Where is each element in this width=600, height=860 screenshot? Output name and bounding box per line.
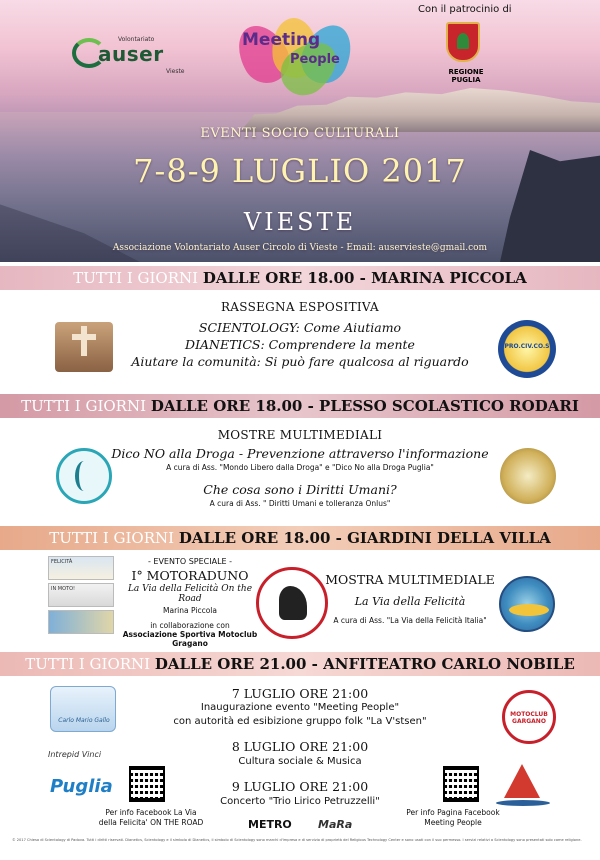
exhibit-credit: A cura di Ass. "Mondo Libero dalla Droga" e "Dico No alla Droga Puglia" xyxy=(166,463,434,472)
collaboration-label: in collaborazione con xyxy=(150,621,230,630)
section-title: RASSEGNA ESPOSITIVA xyxy=(220,300,380,314)
carlo-mario-gallo-logo xyxy=(50,686,116,732)
band-dark-text: DALLE ORE 21.00 - ANFITEATRO CARLO NOBILE xyxy=(154,655,575,673)
sail-icon xyxy=(504,764,540,798)
mostra-block xyxy=(322,572,498,625)
exhibit-line: DIANETICS: Comprendere la mente xyxy=(185,337,415,352)
tree-icon xyxy=(457,33,469,49)
drug-free-world-logo xyxy=(56,448,112,504)
exhibit-line: SCIENTOLOGY: Come Aiutiamo xyxy=(198,320,402,335)
hero-dates: 7-8-9 LUGLIO 2017 xyxy=(133,152,467,190)
event-thumbnails xyxy=(48,556,114,637)
motoclub-gargano-badge xyxy=(502,690,556,744)
cross-icon xyxy=(81,326,87,356)
regione-puglia-logo xyxy=(436,22,490,86)
special-event-label: - EVENTO SPECIALE - xyxy=(147,557,233,566)
event-date: 7 LUGLIO ORE 21:00 xyxy=(231,686,369,701)
qr-code-icon xyxy=(129,766,165,802)
exhibit-line: Aiutare la comunità: Si può fare qualcosa al riguardo xyxy=(131,354,469,369)
hero-city: VIESTE xyxy=(243,208,357,236)
logo-text: Carlo Mario Gallo xyxy=(58,717,110,724)
meeting-logo-text: Meeting xyxy=(242,30,321,50)
figure-icon xyxy=(75,461,93,491)
motoclub-gargano-logo xyxy=(256,567,328,639)
shield-icon xyxy=(446,22,480,62)
hero-association: Associazione Volontariato Auser Circolo di Vieste - Email: auservieste@gmail.com xyxy=(112,243,488,253)
section-band-anfiteatro xyxy=(0,652,600,676)
band-dark-text: DALLE ORE 18.00 - MARINA PICCOLA xyxy=(202,269,527,287)
band-white-text: TUTTI I GIORNI xyxy=(73,269,199,287)
event-line: Cultura sociale & Musica xyxy=(238,756,362,767)
hero-banner xyxy=(0,0,600,262)
cross-bar xyxy=(72,334,96,340)
people-logo-text: People xyxy=(290,52,340,67)
procivcos-logo xyxy=(498,320,556,378)
auser-logo-small: Volontariato xyxy=(118,36,155,43)
exhibit-line: Dico NO alla Droga - Prevenzione attraverso l'informazione xyxy=(111,446,489,461)
facebook-info-left: Per info Facebook La Via della Felicita' ON THE ROAD xyxy=(98,808,204,827)
motoraduno-subtitle: La Via della Felicità On the Road xyxy=(127,584,253,604)
band-white-text: TUTTI I GIORNI xyxy=(49,529,175,547)
auser-logo-sub: Vieste xyxy=(166,68,185,75)
mostra-credit: A cura di Ass. "La Via della Felicità Italia" xyxy=(333,616,487,625)
teatro-adriatico-logo xyxy=(492,764,554,810)
event-line: Inaugurazione evento "Meeting People" xyxy=(200,702,400,713)
hero-subtitle: EVENTI SOCIO CULTURALI xyxy=(200,126,400,141)
human-rights-logo xyxy=(500,448,556,504)
auser-logo xyxy=(72,30,185,80)
qr-code-icon xyxy=(443,766,479,802)
scientology-church-logo xyxy=(55,322,113,372)
patrocinio-label: Con il patrocinio di xyxy=(418,4,512,15)
thumbnail-text: FELICITÀ xyxy=(51,559,73,565)
legal-notice: © 2017 Chiesa di Scientology di Padova. Tutti i diritti riservati. Dianetics, Scientology e il simbolo di Dianetics, il simbolo di Scientology sono marchi d'impresa e di servizio di proprietà del Religious Technology Center e sono usati con il suo permesso. I servizi relativi a Scientology sono presentati solo come religione. xyxy=(12,838,582,842)
procivcos-logo-text: PRO.CIV.CO.S xyxy=(504,343,550,350)
mara-logo: MaRa xyxy=(318,818,353,831)
band-dark-text: DALLE ORE 18.00 - PLESSO SCOLASTICO RODARI xyxy=(150,397,579,415)
motoraduno-block xyxy=(120,557,260,648)
exhibit-line: Che cosa sono i Diritti Umani? xyxy=(203,482,397,497)
thumbnail-felicita xyxy=(48,556,114,580)
via-felicita-logo xyxy=(499,576,555,632)
thumbnail-text: IN MOTO! xyxy=(51,586,76,592)
region-label: REGIONE PUGLIA xyxy=(448,68,484,84)
band-white-text: TUTTI I GIORNI xyxy=(25,655,151,673)
mostra-title: MOSTRA MULTIMEDIALE xyxy=(325,572,495,587)
event-date: 8 LUGLIO ORE 21:00 xyxy=(231,739,369,754)
motoraduno-title: I° MOTORADUNO xyxy=(131,568,249,583)
road-icon xyxy=(509,604,549,616)
horse-icon xyxy=(279,586,307,620)
metro-logo: METRO xyxy=(248,818,292,831)
thumbnail-text xyxy=(49,611,113,615)
exhibit-credit: A cura di Ass. " Diritti Umani e tolleranza Onlus" xyxy=(209,499,391,508)
meeting-people-logo xyxy=(230,18,370,98)
section-band-marina-piccola xyxy=(0,266,600,290)
facebook-info-right: Per info Pagina Facebook Meeting People xyxy=(406,808,500,827)
intrepid-logo: Intrepid Vinci xyxy=(48,750,102,759)
wave-icon xyxy=(496,800,550,806)
collaboration-partner: Associazione Sportiva Motoclub Gragano xyxy=(122,630,258,648)
puglia-logo: Puglia xyxy=(50,776,113,797)
thumbnail-poster xyxy=(48,610,114,634)
band-dark-text: DALLE ORE 18.00 - GIARDINI DELLA VILLA xyxy=(178,529,551,547)
motoraduno-place: Marina Piccola xyxy=(163,606,217,615)
section-band-giardini xyxy=(0,526,600,550)
logo-text: MOTOCLUB GARGANO xyxy=(510,711,548,725)
event-line: con autorità ed esibizione gruppo folk "La V'stsen" xyxy=(173,716,427,727)
event-date: 9 LUGLIO ORE 21:00 xyxy=(231,779,369,794)
section-title: MOSTRE MULTIMEDIALI xyxy=(217,428,383,442)
event-line: Concerto "Trio Lirico Petruzzelli" xyxy=(220,796,380,807)
section-band-rodari xyxy=(0,394,600,418)
band-white-text: TUTTI I GIORNI xyxy=(21,397,147,415)
mostra-subtitle: La Via della Felicità xyxy=(354,595,466,608)
thumbnail-in-moto xyxy=(48,583,114,607)
auser-logo-name: auser xyxy=(98,42,164,66)
